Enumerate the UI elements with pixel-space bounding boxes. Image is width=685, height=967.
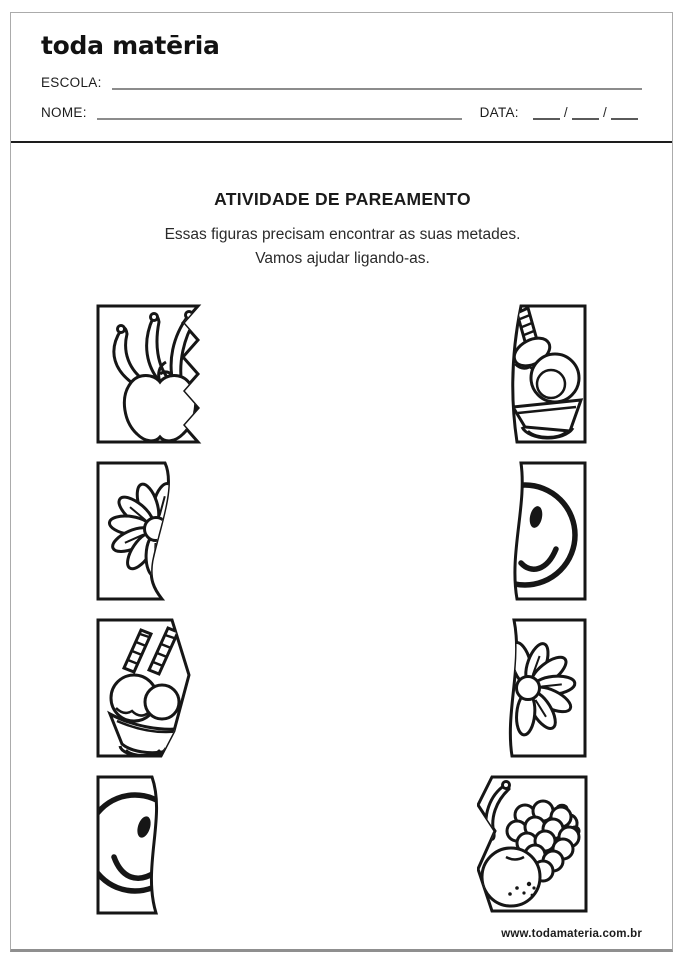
- date-group: [480, 105, 642, 120]
- activity-area: [11, 189, 672, 915]
- school-label: ESCOLA:: [41, 75, 102, 90]
- date-slash: /: [563, 105, 568, 120]
- card-ice-cream-cup-left-half: [96, 618, 192, 758]
- card-ice-cream-cup-right-half: [507, 304, 589, 444]
- date-day-blank: [533, 105, 560, 120]
- date-slash: /: [602, 105, 607, 120]
- date-month-blank: [572, 105, 599, 120]
- date-label: DATA:: [479, 105, 519, 120]
- school-field-row: [41, 75, 642, 90]
- worksheet-header: [11, 13, 672, 143]
- card-smiley-left-half: [96, 775, 166, 915]
- match-row-2: [96, 461, 589, 601]
- card-bananas-apple-left-half: [96, 304, 202, 444]
- name-label: NOME:: [41, 105, 87, 120]
- name-blank-line: [97, 105, 462, 120]
- toda-materia-logo: toda matēria: [41, 31, 220, 60]
- instructions-line-2: Vamos ajudar ligando-as.: [255, 250, 430, 268]
- name-date-field-row: [41, 105, 642, 120]
- card-banana-grapes-orange-right-half: [477, 775, 589, 915]
- school-blank-line: [112, 75, 642, 90]
- worksheet-page: [10, 12, 673, 952]
- card-daisy-left-half: [96, 461, 178, 601]
- instructions-line-1: Essas figuras precisam encontrar as suas metades.: [164, 226, 521, 243]
- card-smiley-right-half: [509, 461, 589, 601]
- card-daisy-right-half: [504, 618, 589, 758]
- match-row-4: [96, 775, 589, 915]
- match-area: [96, 304, 589, 915]
- activity-instructions: [96, 223, 589, 271]
- footer-website-url: www.todamateria.com.br: [501, 928, 642, 940]
- activity-title: ATIVIDADE DE PAREAMENTO: [214, 189, 471, 209]
- match-row-1: [96, 304, 589, 444]
- match-row-3: [96, 618, 589, 758]
- date-year-blank: [611, 105, 638, 120]
